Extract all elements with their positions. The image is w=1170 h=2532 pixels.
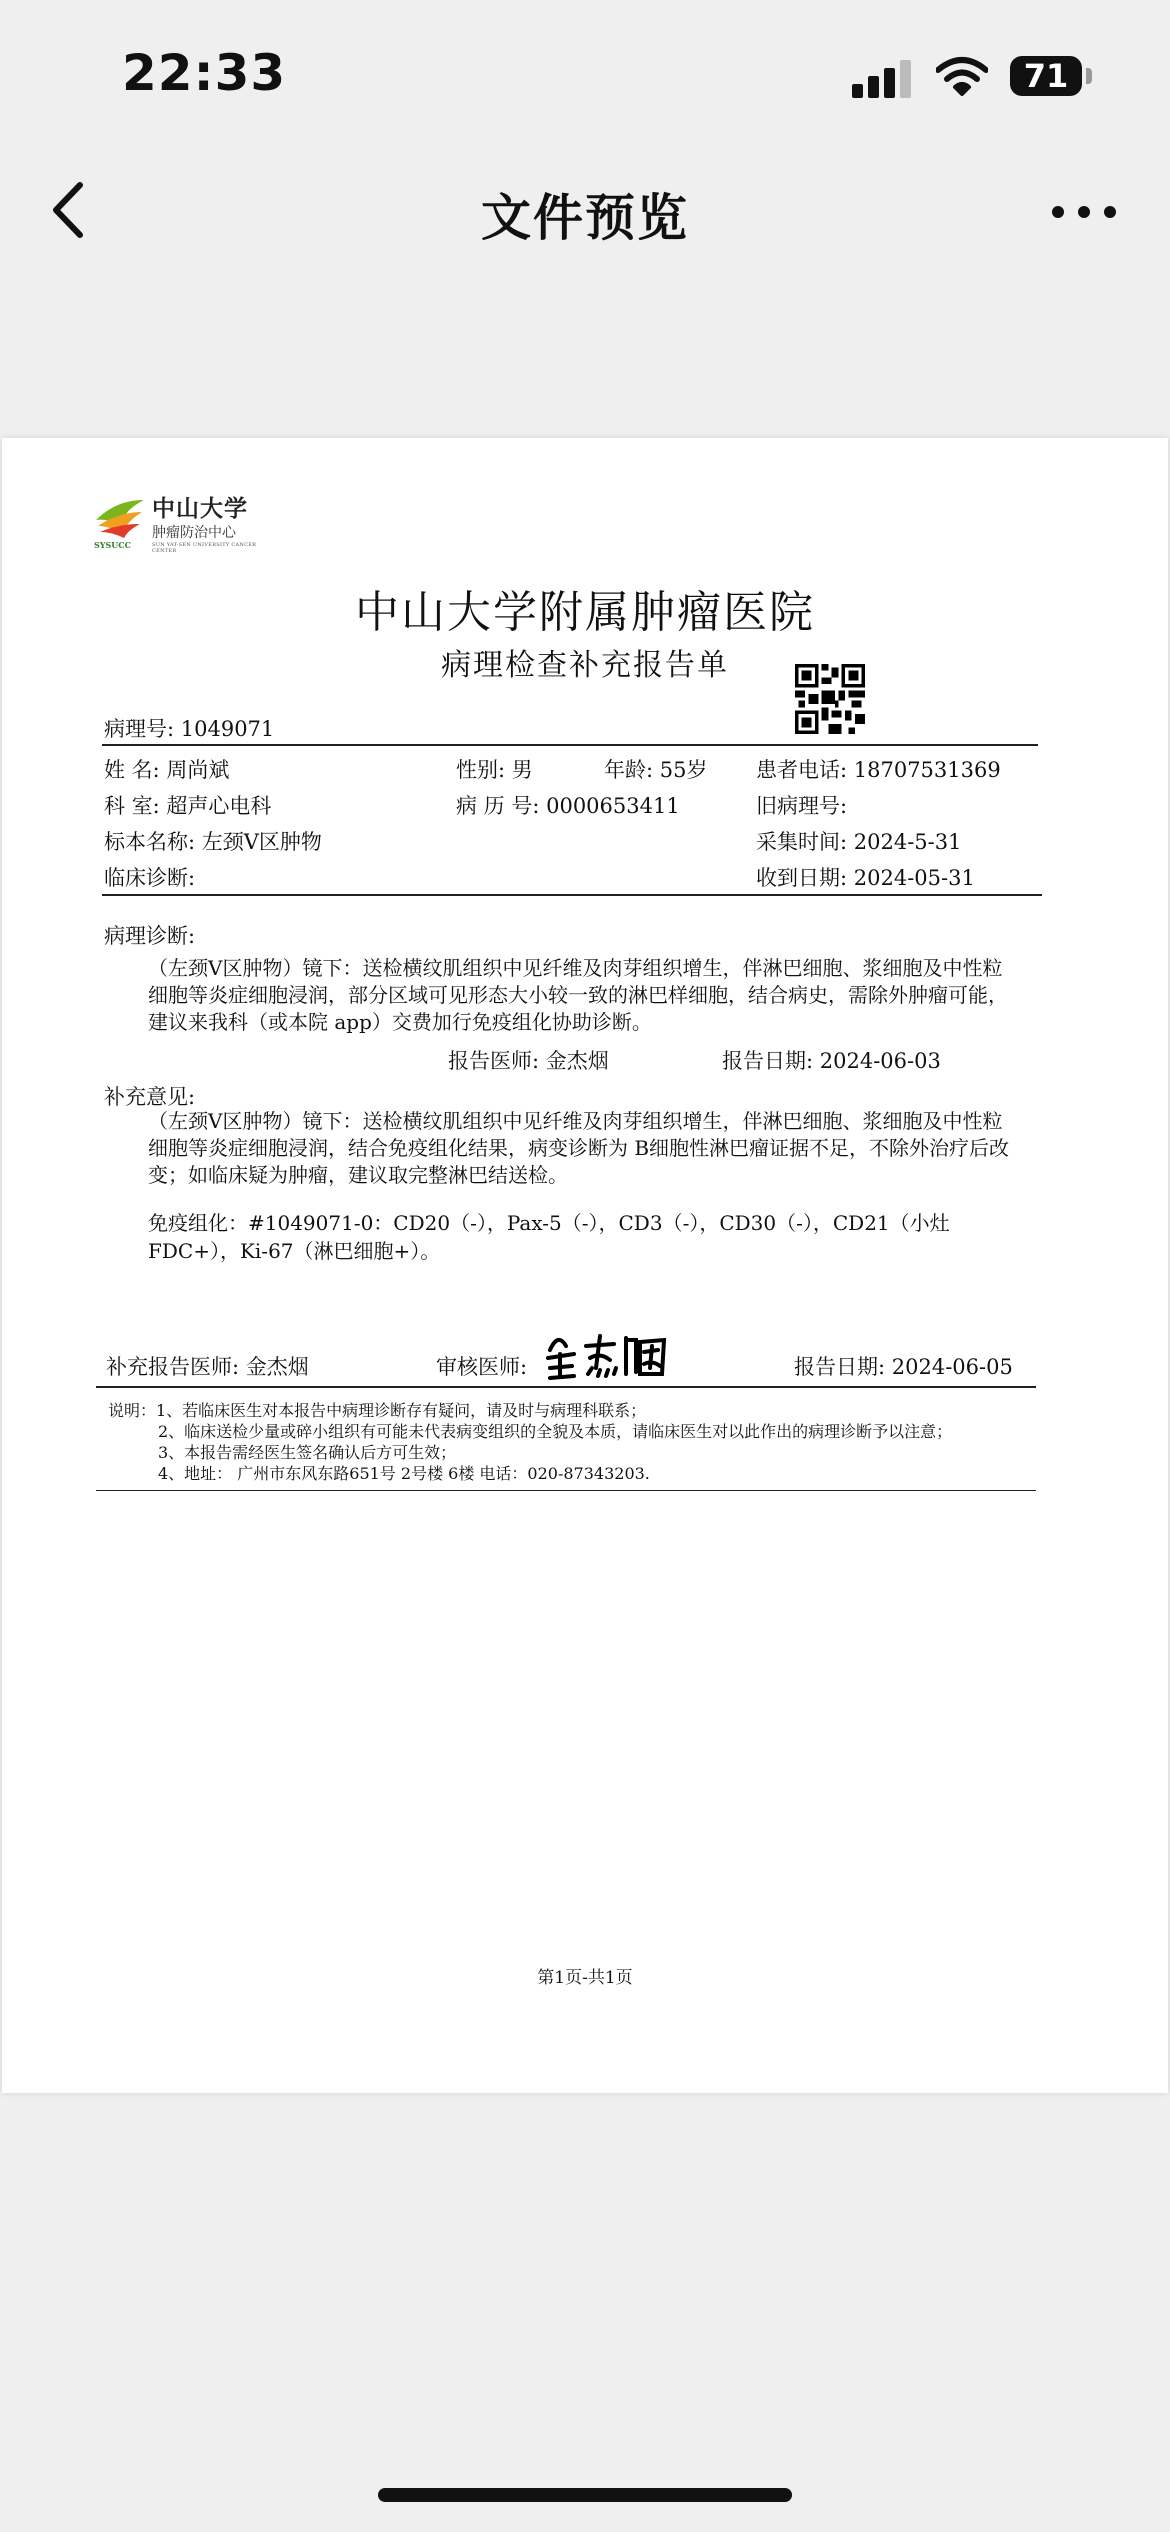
note-4: 4、地址： 广州市东风东路651号 2号楼 6楼 电话：020-87343203. [158, 1464, 650, 1483]
note-1: 说明：1、若临床医生对本报告中病理诊断存有疑问，请及时与病理科联系； [108, 1401, 647, 1420]
status-time: 22:33 [122, 44, 287, 102]
cellular-signal-icon [852, 58, 914, 98]
record-number: 病 历 号: 0000653411 [456, 794, 680, 818]
hospital-logo [94, 490, 264, 554]
logo-subtitle: 肿瘤防治中心 [152, 525, 236, 541]
diagnosis-text: （左颈V区肿物）镜下：送检横纹肌组织中见纤维及肉芽组织增生，伴淋巴细胞、浆细胞及中性粒细胞等炎症细胞浸润，部分区域可见形态大小较一致的淋巴样细胞，结合病史，需除外肿瘤可能，建议来我科（或本院 app）交费加行免疫组化协助诊断。 [148, 956, 1008, 1034]
department: 科 室: 超声心电科 [104, 794, 272, 818]
wifi-icon [936, 56, 988, 96]
ihc-result: 免疫组化：#1049071-0：CD20（-），Pax-5（-），CD3（-），CD30（-），CD21（小灶FDC+），Ki-67（淋巴细胞+）。 [148, 1211, 950, 1263]
page-number: 第1页-共1页 [537, 1968, 633, 1988]
document-preview[interactable] [2, 438, 1168, 2093]
patient-name: 姓 名: 周尚斌 [104, 758, 230, 782]
status-bar [0, 0, 1170, 150]
patient-phone: 患者电话: 18707531369 [756, 758, 1001, 782]
divider-info [102, 894, 1042, 896]
logo-abbr: SYSUCC [94, 540, 131, 550]
old-pathology-number: 旧病理号: [756, 794, 848, 818]
divider-top [102, 744, 1038, 746]
divider-footer [96, 1386, 1036, 1388]
hospital-name: 中山大学附属肿瘤医院 [355, 587, 815, 638]
collect-time: 采集时间: 2024-5-31 [756, 830, 962, 854]
supplement-heading: 补充意见: [104, 1085, 196, 1109]
sysucc-emblem-icon [94, 496, 146, 538]
received-date: 收到日期: 2024-05-31 [756, 866, 975, 890]
clinical-diagnosis: 临床诊断: [104, 866, 196, 890]
handwritten-signature [544, 1324, 668, 1384]
supplement-text: （左颈V区肿物）镜下：送检横纹肌组织中见纤维及肉芽组织增生，伴淋巴细胞、浆细胞及中性粒细胞等炎症细胞浸润，结合免疫组化结果，病变诊断为 B细胞性淋巴瘤证据不足，不除外治疗后改变；如临床疑为肿瘤，建议取完整淋巴结送检。 [148, 1109, 1010, 1187]
specimen-name: 标本名称: 左颈V区肿物 [104, 830, 322, 854]
diagnosis-doctor: 报告医师: 金杰烟 [448, 1049, 609, 1073]
logo-name: 中山大学 [152, 495, 248, 522]
battery-cap [1086, 68, 1092, 84]
divider-bottom [96, 1490, 1036, 1491]
patient-gender: 性别: 男 [456, 758, 533, 782]
diagnosis-date: 报告日期: 2024-06-03 [722, 1049, 941, 1073]
final-report-date: 报告日期: 2024-06-05 [794, 1355, 1013, 1379]
supplement-doctor: 补充报告医师: 金杰烟 [106, 1355, 309, 1379]
qr-code-icon [795, 664, 865, 734]
home-indicator[interactable] [378, 2488, 792, 2502]
reviewer-label: 审核医师: [436, 1355, 528, 1379]
note-2: 2、临床送检少量或碎小组织有可能未代表病变组织的全貌及本质，请临床医生对以此作出的病理诊断予以注意； [158, 1422, 953, 1441]
more-options-icon[interactable] [1052, 190, 1118, 230]
diagnosis-heading: 病理诊断: [104, 924, 196, 948]
logo-english: SUN YAT-SEN UNIVERSITY CANCER CENTER [152, 542, 257, 554]
note-3: 3、本报告需经医生签名确认后方可生效； [158, 1443, 457, 1462]
battery-icon: 71 [1010, 56, 1082, 96]
report-title: 病理检查补充报告单 [441, 648, 729, 683]
pathology-number: 病理号: 1049071 [104, 717, 275, 741]
nav-bar [0, 150, 1170, 270]
page-title: 文件预览 [481, 189, 689, 247]
patient-age: 年龄: 55岁 [604, 758, 708, 782]
